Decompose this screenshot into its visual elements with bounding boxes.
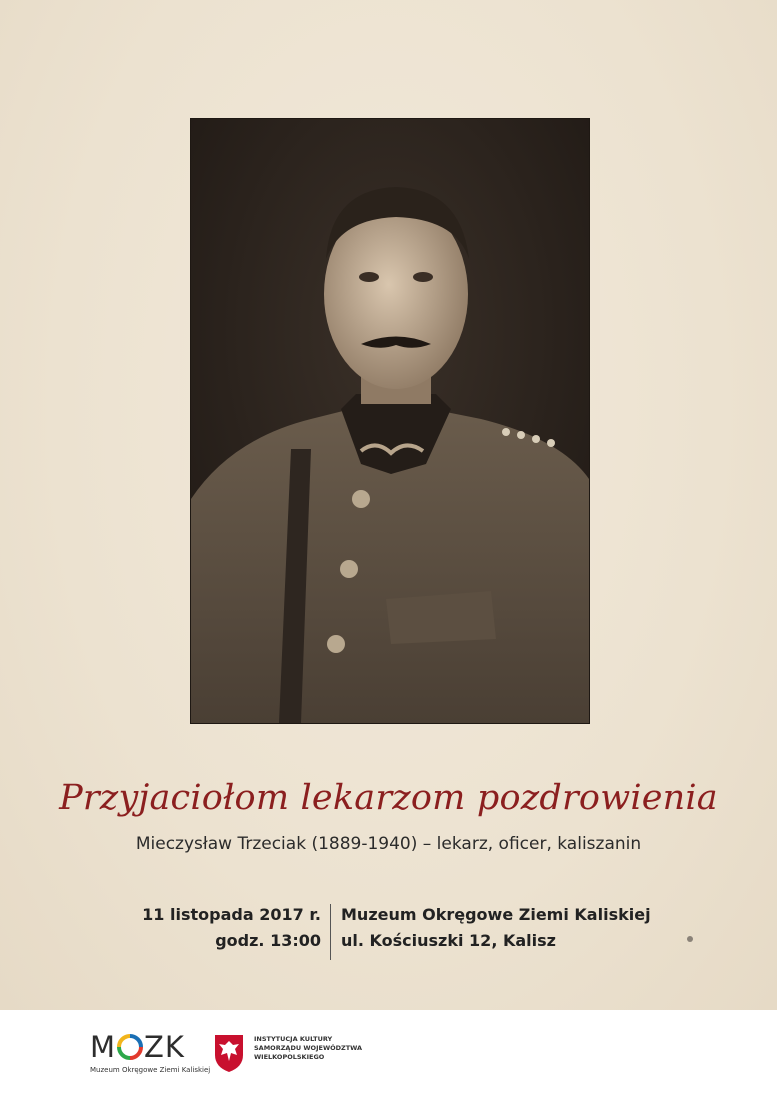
event-datetime: [142, 902, 321, 954]
logo-text-left: M: [90, 1030, 117, 1064]
page-title: Przyjaciołom lekarzom pozdrowienia: [59, 778, 718, 818]
portrait-photo: [191, 119, 589, 723]
event-venue: Muzeum Okręgowe Ziemi Kaliskiej: [341, 905, 651, 924]
logo-text-right: ZK: [144, 1030, 185, 1064]
footer: [0, 1010, 777, 1100]
decorative-dot: [687, 936, 693, 942]
event-info: [0, 902, 777, 962]
event-date: 11 listopada 2017 r.: [142, 905, 321, 924]
event-address: ul. Kościuszki 12, Kalisz: [341, 931, 556, 950]
logo-caption: Muzeum Okręgowe Ziemi Kaliskiej: [90, 1066, 211, 1074]
event-location: [341, 902, 651, 954]
wielkopolska-crest-icon: [213, 1033, 245, 1073]
mozk-logo: [90, 1032, 210, 1074]
mozk-ring-icon: [117, 1034, 143, 1060]
institution-label: INSTYTUCJA KULTURY SAMORZĄDU WOJEWÓDZTWA WIELKOPOLSKIEGO: [254, 1035, 363, 1061]
subtitle: Mieczysław Trzeciak (1889-1940) – lekarz, oficer, kaliszanin: [135, 834, 642, 854]
event-time: godz. 13:00: [215, 931, 321, 950]
divider: [330, 904, 331, 960]
